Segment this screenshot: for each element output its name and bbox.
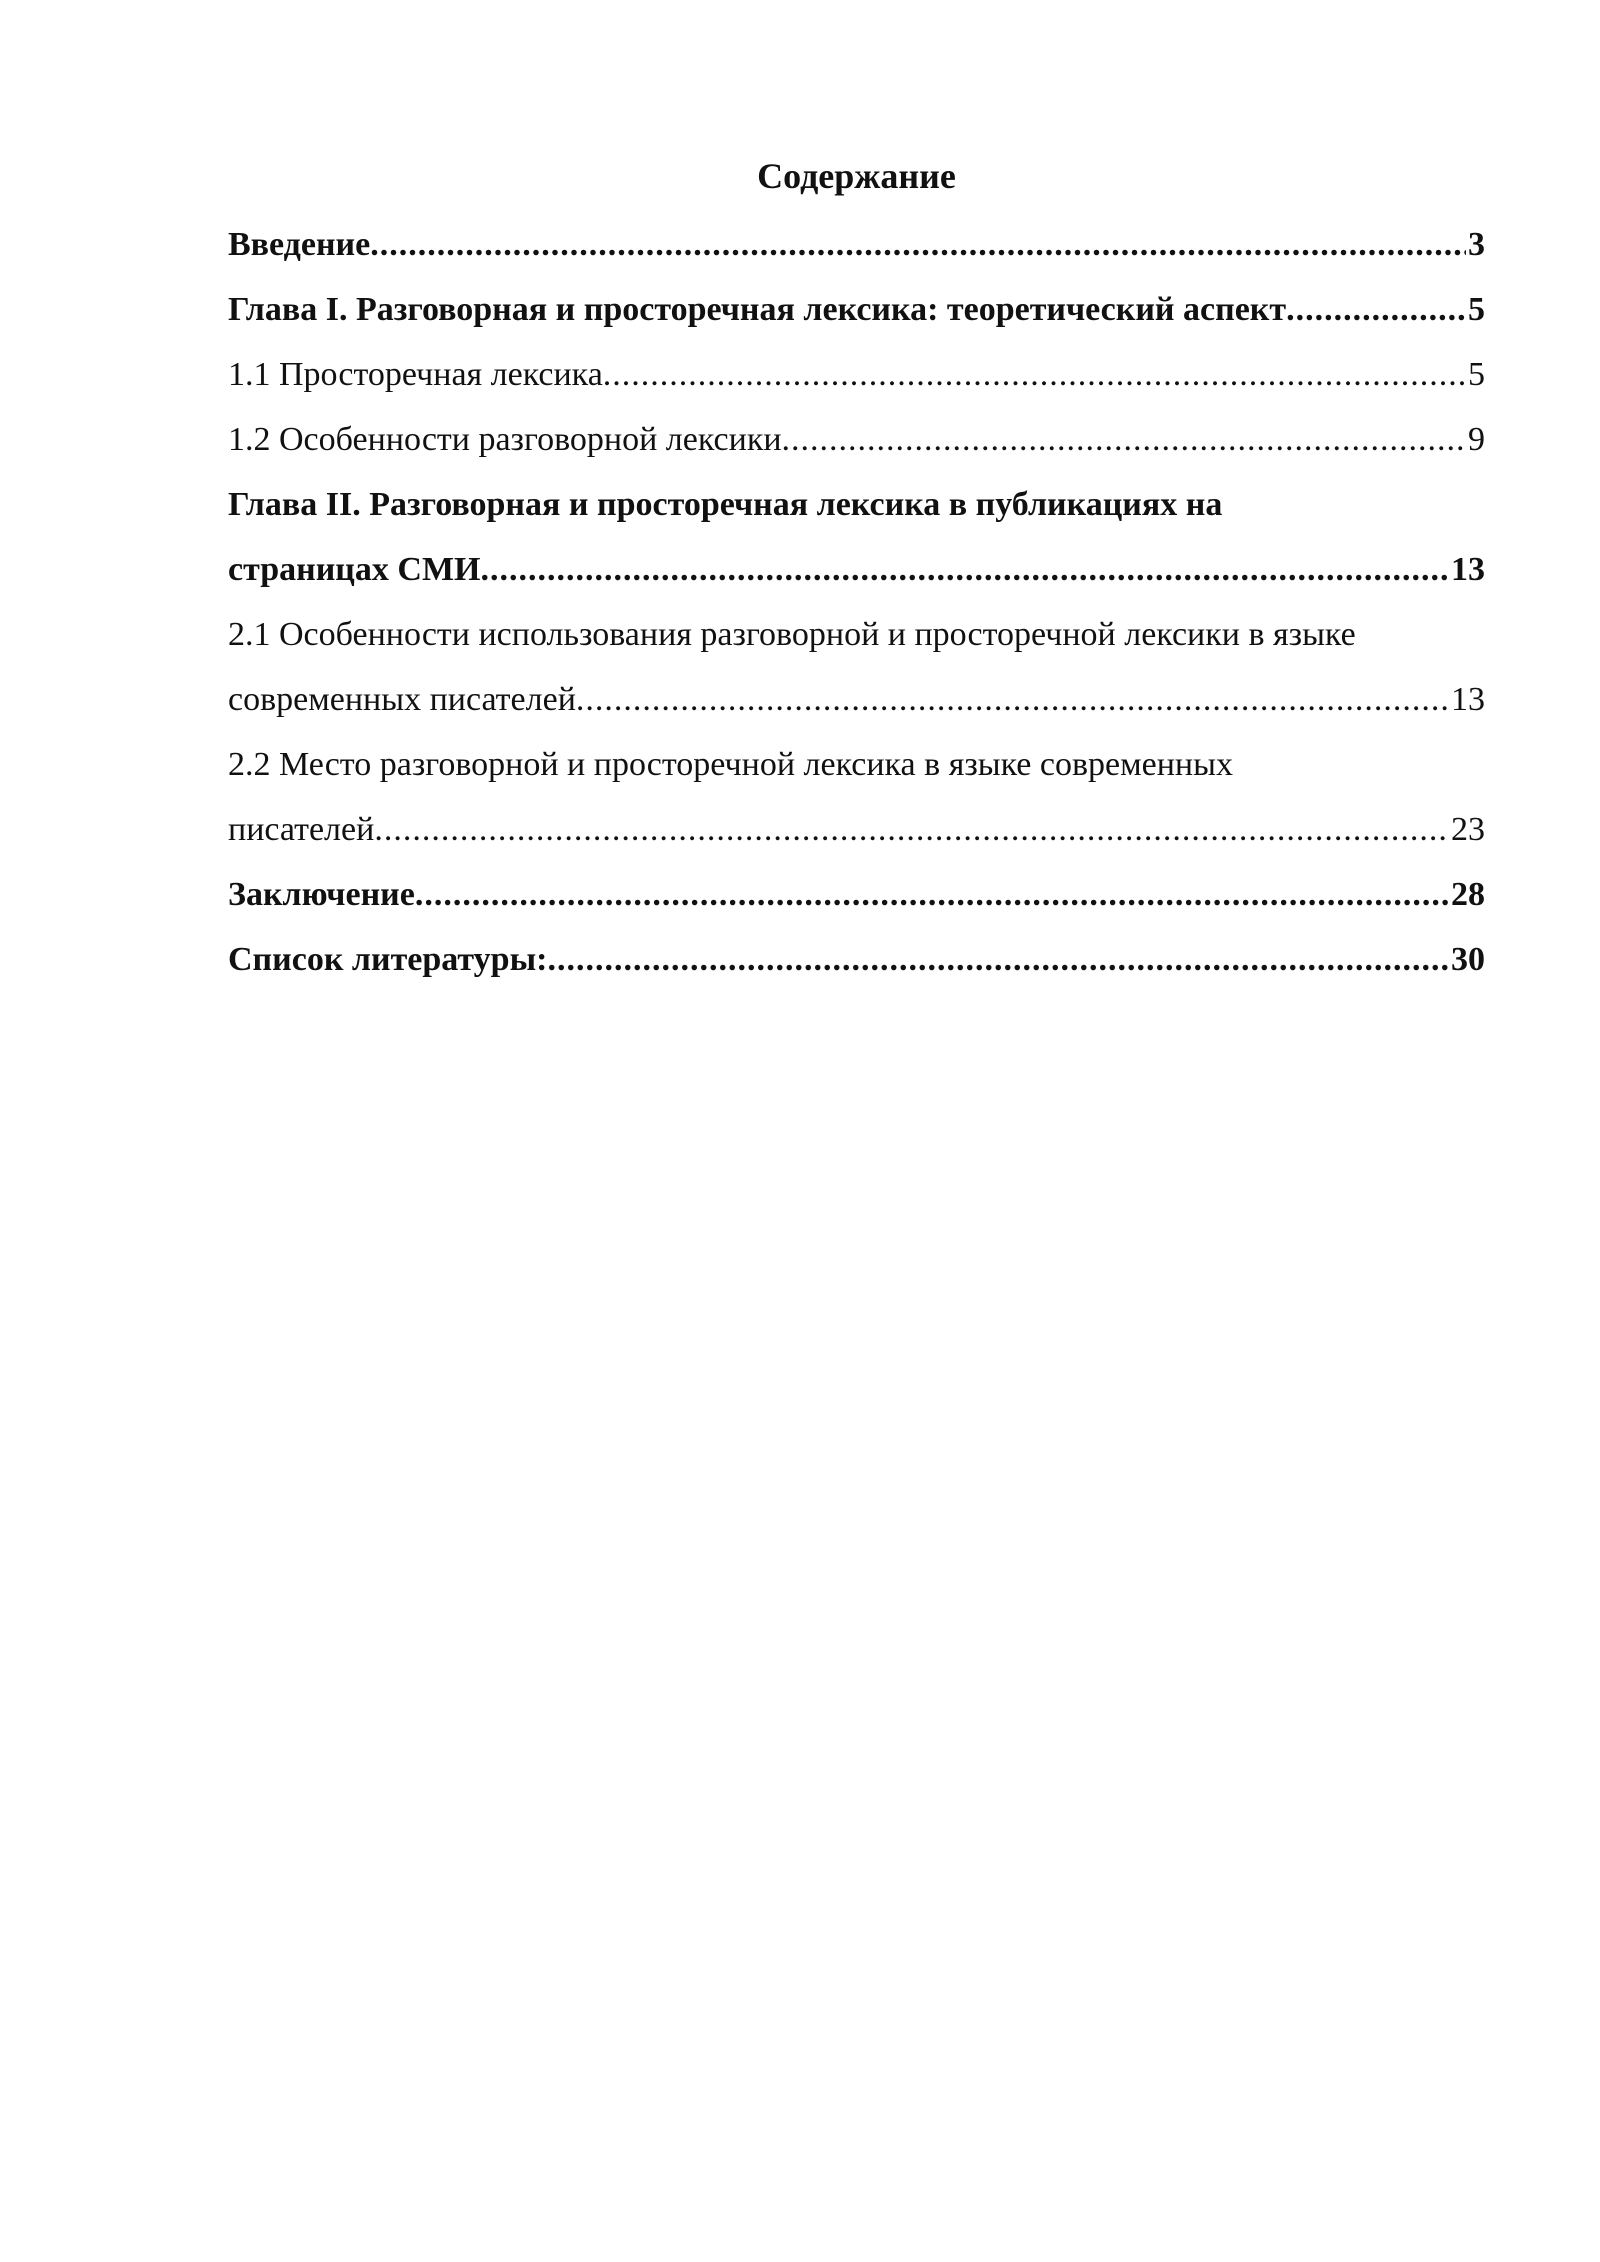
toc-entry-text: Список литературы: <box>228 941 548 978</box>
dot-leader <box>603 342 1466 407</box>
toc-entry-section-1-1[interactable] <box>228 342 1485 407</box>
toc-entry-references[interactable] <box>228 927 1485 992</box>
toc-page-number: 9 <box>1468 421 1485 458</box>
toc-entry-section-2-2[interactable] <box>228 732 1485 862</box>
toc-entry-text-continued: писателей <box>228 811 375 848</box>
toc-title: Содержание <box>757 156 956 196</box>
toc-entry-text: 2.2 Место разговорной и просторечной лексика в языке современных <box>228 746 1233 783</box>
toc-entry-section-1-2[interactable] <box>228 407 1485 472</box>
dot-leader <box>374 797 1449 862</box>
toc-entry-text: 1.2 Особенности разговорной лексики <box>228 421 782 458</box>
dot-leader <box>480 537 1449 602</box>
toc-entry-text: Заключение <box>228 876 415 913</box>
toc-page-number: 13 <box>1451 551 1485 588</box>
dot-leader <box>1286 277 1466 342</box>
toc-page-number: 3 <box>1468 226 1485 263</box>
toc-entry-conclusion[interactable] <box>228 862 1485 927</box>
dot-leader <box>782 407 1466 472</box>
toc-entry-chapter-1[interactable] <box>228 277 1485 342</box>
toc-entry-introduction[interactable] <box>228 212 1485 277</box>
dot-leader <box>576 667 1449 732</box>
dot-leader <box>370 212 1466 277</box>
toc-entry-section-2-1[interactable] <box>228 602 1485 732</box>
toc-page-number: 5 <box>1468 291 1485 328</box>
toc-entry-text: Введение <box>228 226 371 263</box>
toc-entry-text: 2.1 Особенности использования разговорной и просторечной лексики в языке <box>228 616 1356 653</box>
toc-page-number: 5 <box>1468 356 1485 393</box>
toc-entry-chapter-2[interactable] <box>228 472 1485 602</box>
table-of-contents <box>228 212 1485 992</box>
toc-page-number: 30 <box>1451 941 1485 978</box>
toc-entry-text: 1.1 Просторечная лексика <box>228 356 603 393</box>
toc-entry-text: Глава II. Разговорная и просторечная лексика в публикациях на <box>228 486 1223 523</box>
dot-leader <box>547 927 1449 992</box>
dot-leader <box>415 862 1449 927</box>
toc-entry-text: Глава I. Разговорная и просторечная лексика: теоретический аспект <box>228 291 1287 328</box>
toc-page-number: 23 <box>1451 811 1485 848</box>
toc-page-number: 13 <box>1451 681 1485 718</box>
toc-entry-text-continued: современных писателей <box>228 681 576 718</box>
toc-page-number: 28 <box>1451 876 1485 913</box>
toc-entry-text-continued: страницах СМИ <box>228 551 481 588</box>
